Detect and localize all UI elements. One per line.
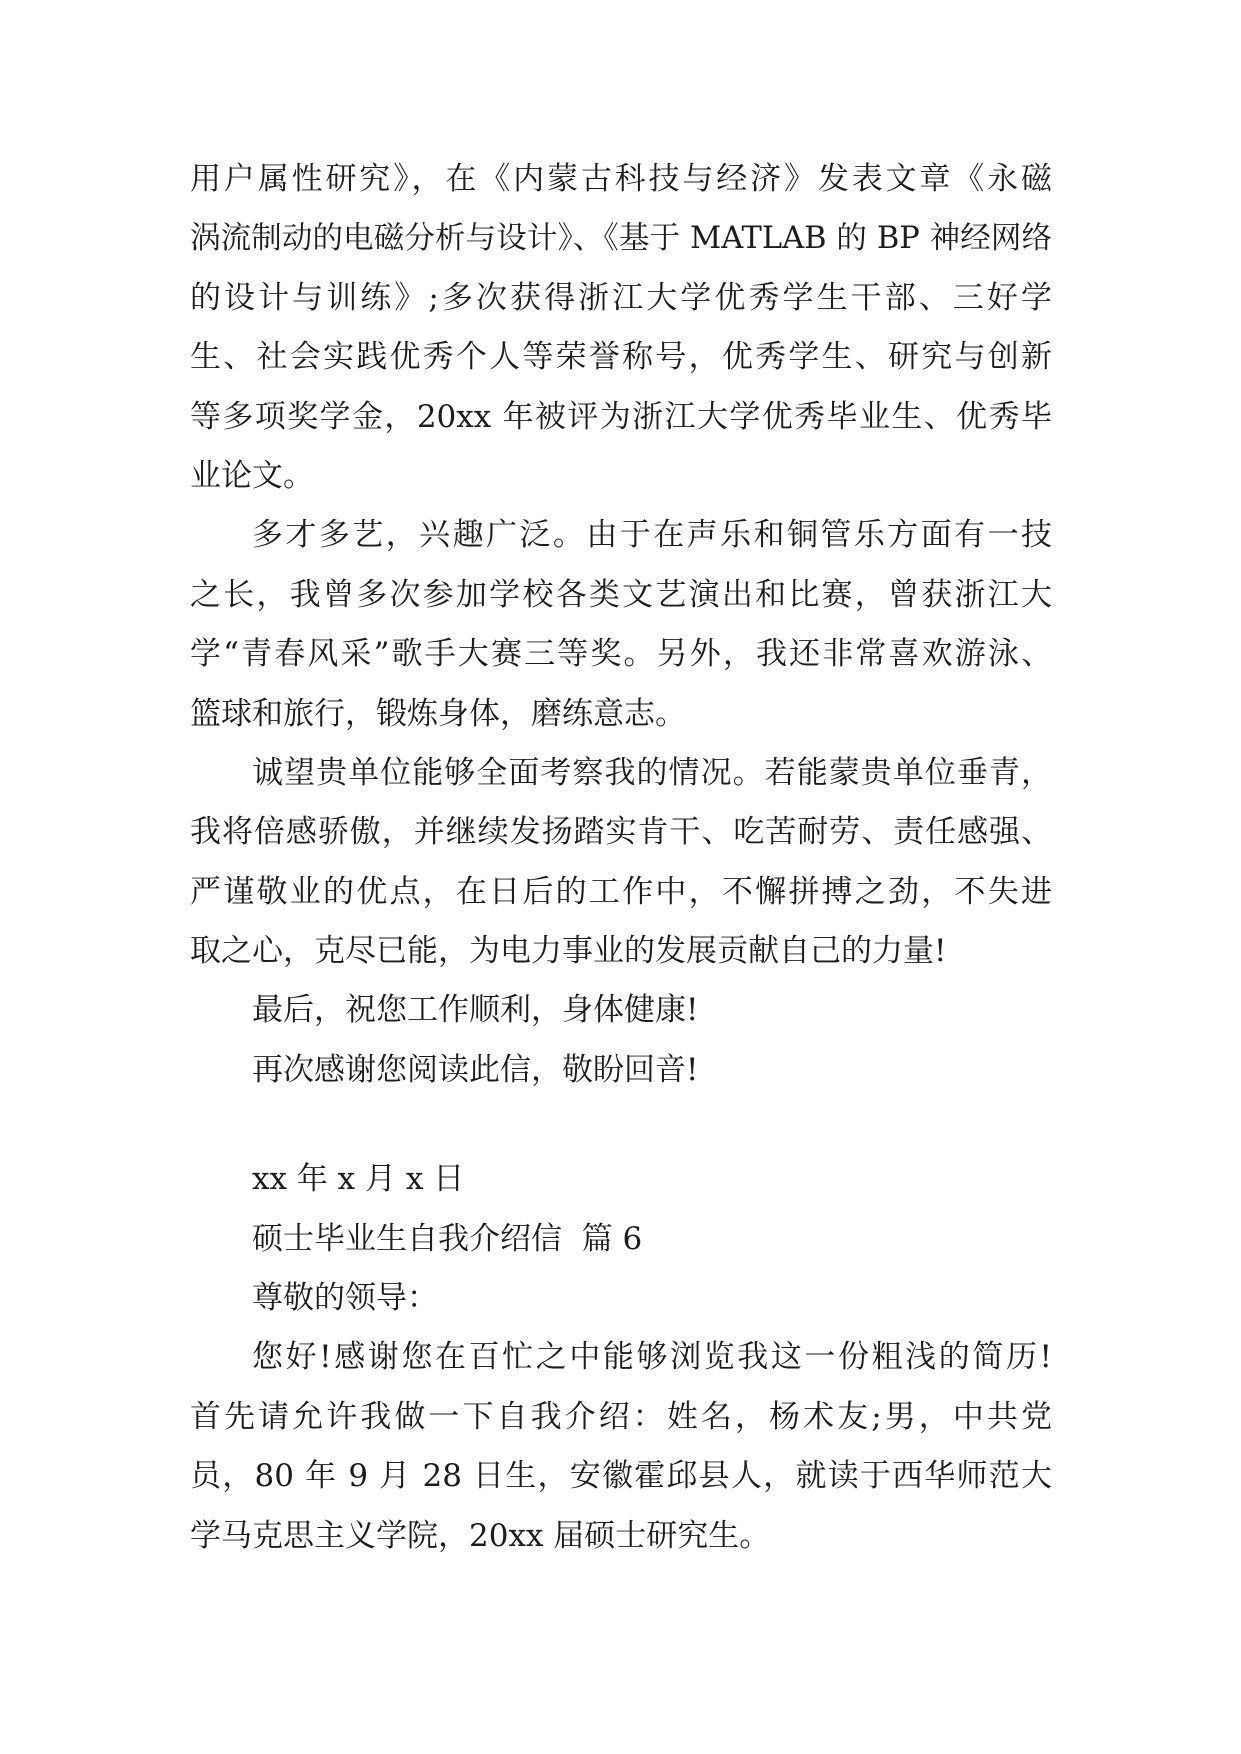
document-body — [190, 150, 1052, 1566]
text-line: 涡流制动的电磁分析与设计》、《基于 MATLAB 的 BP 神经网络 — [190, 221, 1052, 257]
paragraph-hobbies — [190, 506, 1052, 744]
text-line: 诚望贵单位能够全面考察我的情况。若能蒙贵单位垂青， — [252, 754, 1052, 791]
closing-wish: 最后，祝您工作顺利，身体健康! — [252, 992, 699, 1029]
text-line: 之长，我曾多次参加学校各类文艺演出和比赛，曾获浙江大 — [190, 576, 1052, 613]
letter-heading: 硕士毕业生自我介绍信 篇 6 — [252, 1220, 643, 1257]
salutation: 尊敬的领导： — [252, 1280, 438, 1317]
date-line: xx 年 x 月 x 日 — [252, 1161, 465, 1198]
paragraph-continued — [190, 150, 1052, 506]
text-line: 严谨敬业的优点，在日后的工作中，不懈拼搏之劲，不失进 — [190, 873, 1052, 910]
text-line: 的设计与训练》;多次获得浙江大学优秀学生干部、三好学 — [190, 279, 1052, 316]
text-line: 学“青春风采”歌手大赛三等奖。另外，我还非常喜欢游泳、 — [190, 636, 1052, 673]
text-line: 用户属性研究》，在《内蒙古科技与经济》发表文章《永磁 — [190, 161, 1052, 197]
closing-thanks: 再次感谢您阅读此信，敬盼回音! — [252, 1051, 699, 1088]
paragraph-intro — [190, 1328, 1052, 1566]
text-line: 取之心，克尽已能，为电力事业的发展贡献自己的力量! — [190, 933, 947, 970]
text-line: 我将倍感骄傲，并继续发扬踏实肯干、吃苦耐劳、责任感强、 — [190, 814, 1052, 851]
text-line: 多才多艺，兴趣广泛。由于在声乐和铜管乐方面有一技 — [252, 517, 1052, 554]
text-line: 首先请允许我做一下自我介绍：姓名，杨术友;男，中共党 — [190, 1398, 1052, 1435]
paragraph-aspiration — [190, 744, 1052, 982]
text-line: 生、社会实践优秀个人等荣誉称号，优秀学生、研究与创新 — [190, 339, 1052, 376]
text-line: 业论文。 — [190, 457, 314, 494]
text-line: 学马克思主义学院，20xx 届硕士研究生。 — [190, 1517, 771, 1554]
text-line: 篮球和旅行，锻炼身体，磨练意志。 — [190, 695, 686, 732]
text-line: 员，80 年 9 月 28 日生，安徽霍邱县人，就读于西华师范大 — [190, 1458, 1052, 1495]
text-line: 您好!感谢您在百忙之中能够浏览我这一份粗浅的简历! — [252, 1339, 1052, 1376]
text-line: 等多项奖学金，20xx 年被评为浙江大学优秀毕业生、优秀毕 — [190, 398, 1052, 435]
